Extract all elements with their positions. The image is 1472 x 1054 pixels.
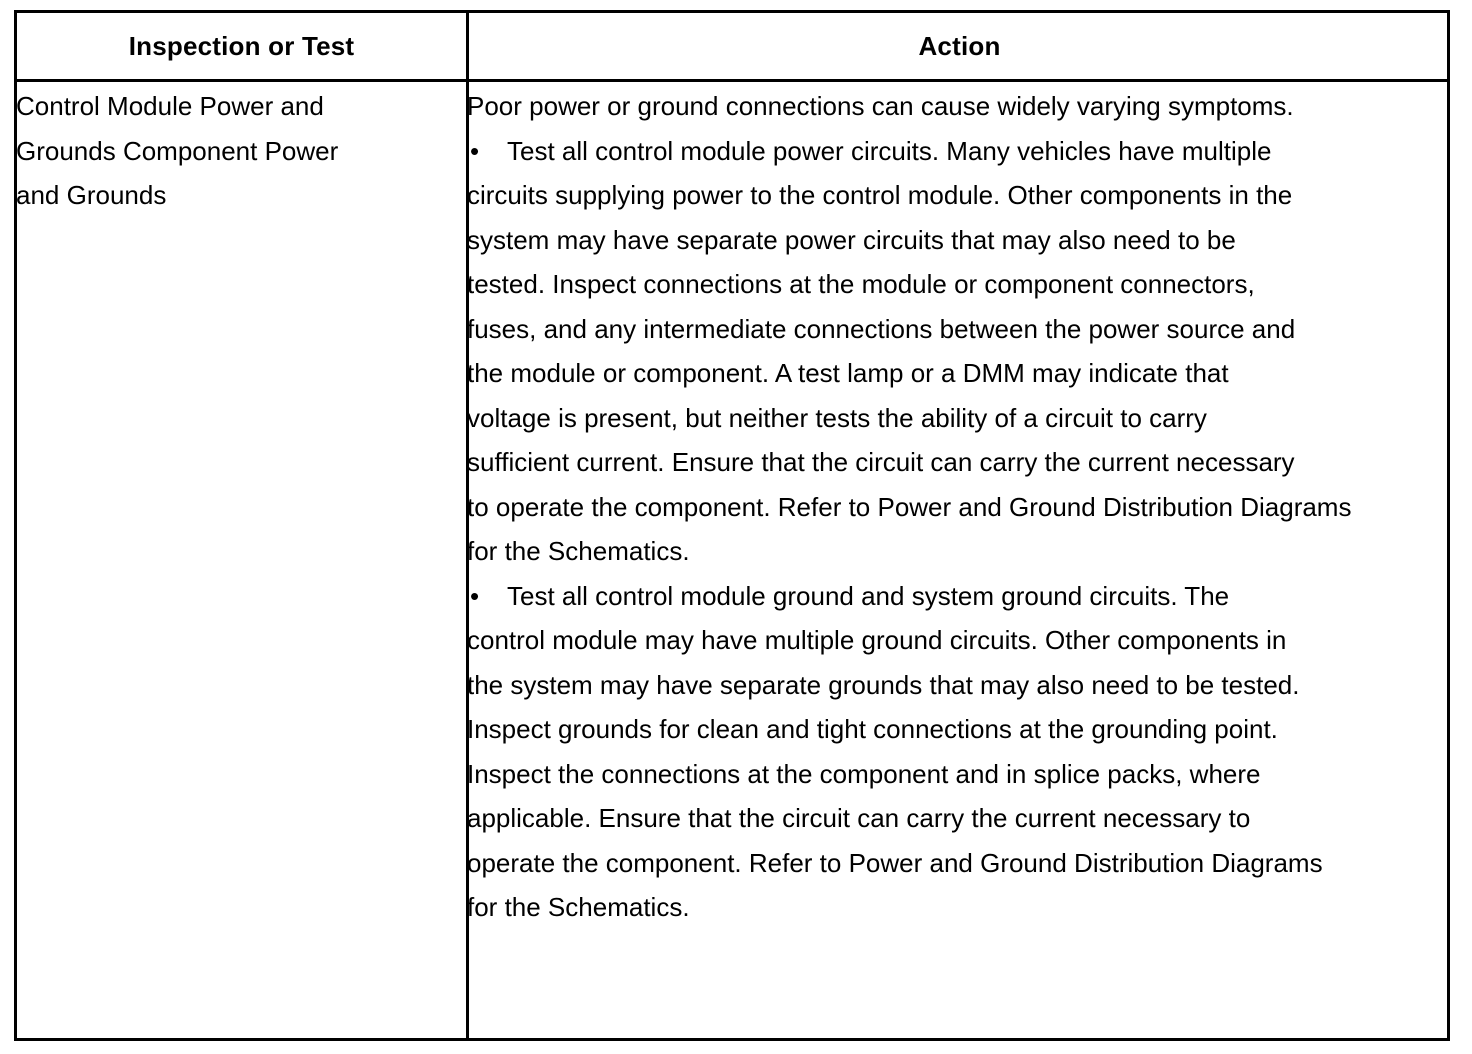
action-line: voltage is present, but neither tests the ability of a circuit to carry [467, 402, 1207, 433]
action-bullet-2 [467, 574, 1427, 619]
inspection-cell [16, 84, 436, 218]
action-line: operate the component. Refer to Power and Ground Distribution Diagrams [467, 847, 1323, 878]
header-inspection-or-test: Inspection or Test [128, 30, 355, 61]
inspection-line: Grounds Component Power [16, 135, 339, 166]
action-line: control module may have multiple ground circuits. Other components in [467, 625, 1287, 655]
action-line: circuits supplying power to the control module. Other components in the [467, 180, 1293, 210]
action-line: for the Schematics. [467, 536, 690, 566]
action-line: the system may have separate grounds that may also need to be tested. [467, 669, 1300, 700]
header-action: Action [918, 30, 1001, 61]
action-line: tested. Inspect connections at the module or component connectors, [467, 269, 1255, 299]
action-line: Test all control module power circuits. Many vehicles have multiple [507, 135, 1272, 166]
header-divider [17, 79, 1447, 82]
action-line: the module or component. A test lamp or a DMM may indicate that [467, 358, 1229, 388]
action-line: fuses, and any intermediate connections between the power source and [467, 313, 1296, 344]
action-line: sufficient current. Ensure that the circuit can carry the current necessary [467, 447, 1295, 477]
bullet-icon: • [470, 135, 480, 166]
inspection-line: and Grounds [16, 180, 167, 210]
action-intro: Poor power or ground connections can cause widely varying symptoms. [467, 91, 1294, 121]
action-line: Inspect the connections at the component and in splice packs, where [467, 758, 1261, 789]
action-line: for the Schematics. [467, 892, 690, 922]
action-line: Inspect grounds for clean and tight connections at the grounding point. [467, 714, 1278, 744]
inspection-line: Control Module Power and [16, 91, 324, 121]
bullet-icon: • [470, 580, 480, 611]
action-line: system may have separate power circuits that may also need to be [467, 224, 1236, 255]
action-line: applicable. Ensure that the circuit can carry the current necessary to [467, 803, 1251, 833]
action-line: Test all control module ground and system ground circuits. The [507, 580, 1230, 611]
action-line: to operate the component. Refer to Power and Ground Distribution Diagrams [467, 491, 1352, 522]
action-cell [467, 84, 1427, 930]
action-bullet-1 [467, 129, 1427, 174]
